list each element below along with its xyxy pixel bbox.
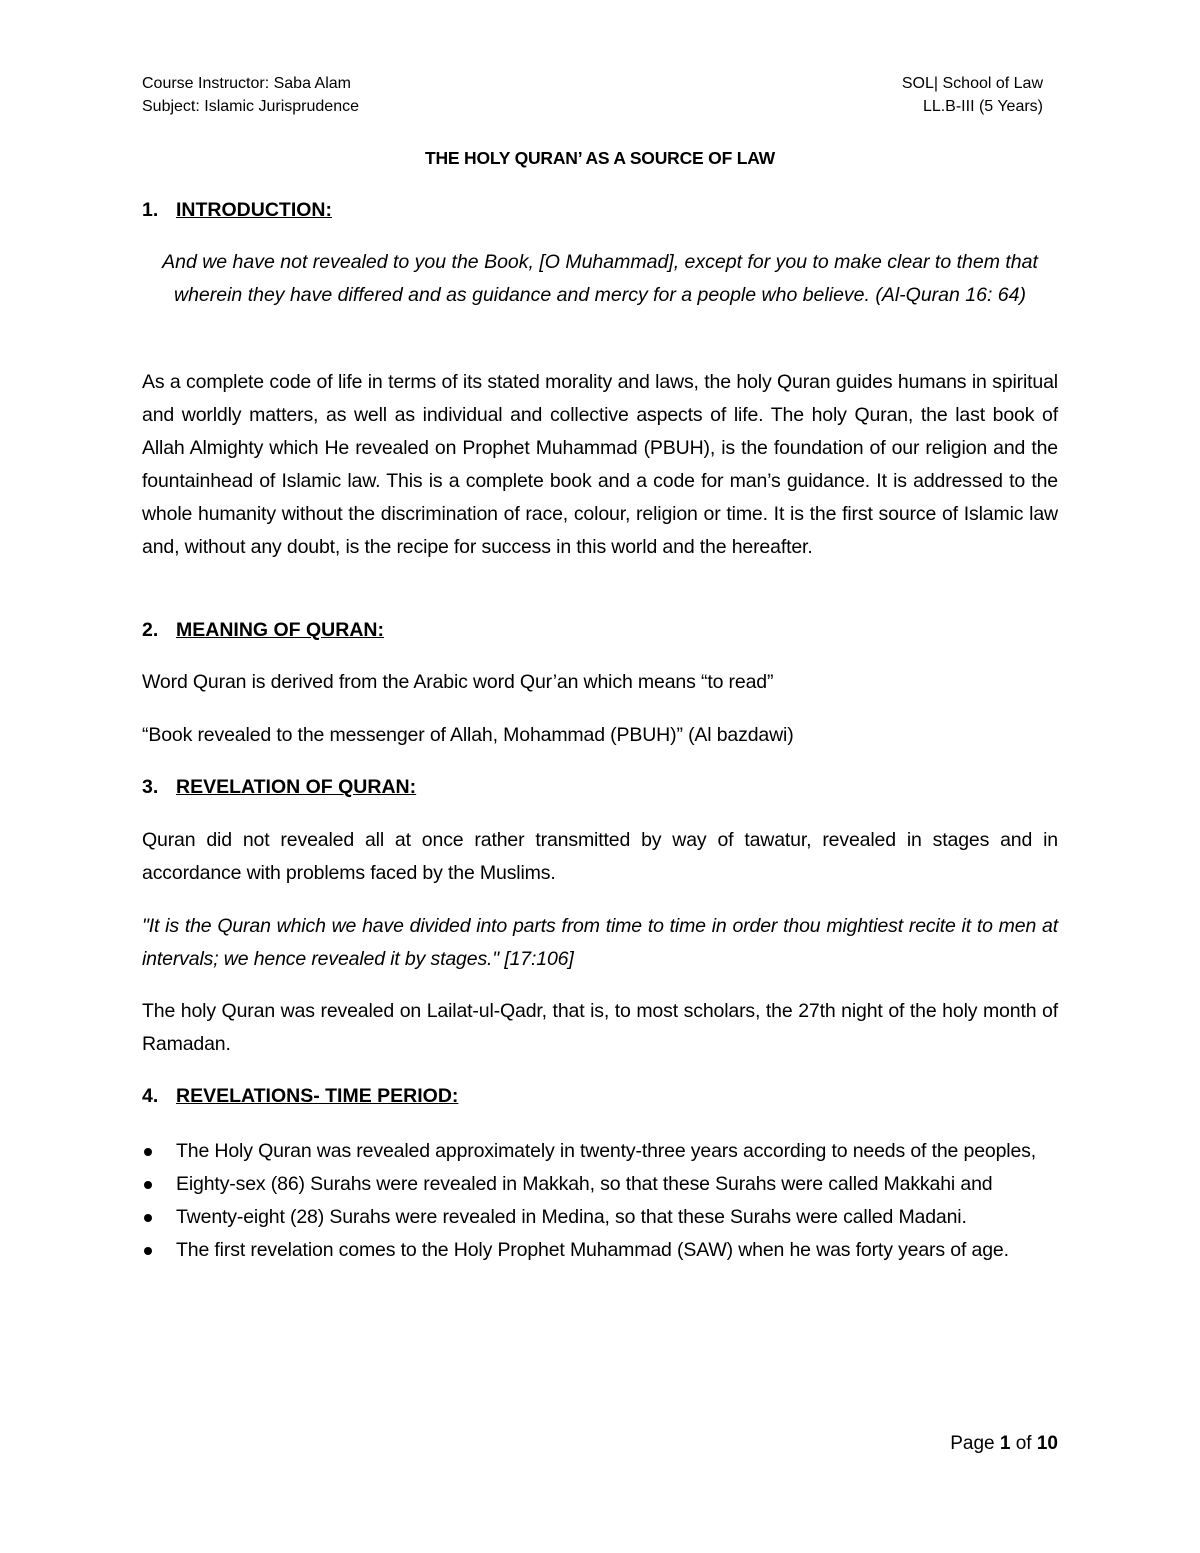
revelation-paragraph-1: Quran did not revealed all at once rather transmitted by way of tawatur, revealed in stages and in accordance with problems faced by the Muslims.	[142, 829, 1058, 884]
meaning-line-2: “Book revealed to the messenger of Allah, Mohammad (PBUH)” (Al bazdawi)	[142, 724, 794, 746]
section-number: 1.	[142, 199, 159, 221]
section-label: REVELATION OF QURAN:	[176, 776, 417, 798]
page-current: 1	[999, 1433, 1011, 1454]
page-label: Page	[950, 1433, 995, 1454]
list-item-text: Eighty-sex (86) Surahs were revealed in Makkah, so that these Surahs were called Makkahi and	[176, 1173, 993, 1195]
section-number: 4.	[142, 1085, 159, 1107]
time-period-list	[142, 1135, 1058, 1267]
section-heading-time-period	[142, 1083, 458, 1109]
bullet-icon	[144, 1214, 152, 1222]
header-instructor: Course Instructor: Saba Alam	[142, 75, 351, 92]
list-item-text: The first revelation comes to the Holy Prophet Muhammad (SAW) when he was forty years of age.	[176, 1239, 1009, 1261]
page-title: THE HOLY QURAN’ AS A SOURCE OF LAW	[424, 148, 776, 168]
header-school: SOL| School of Law	[901, 75, 1043, 92]
bullet-icon	[144, 1247, 152, 1255]
list-item-text: Twenty-eight (28) Surahs were revealed in Medina, so that these Surahs were called Madani.	[176, 1206, 967, 1228]
list-item	[142, 1135, 1058, 1168]
section-label: REVELATIONS- TIME PERIOD:	[176, 1085, 459, 1107]
page-total: 10	[1036, 1433, 1058, 1454]
list-item	[142, 1234, 1058, 1267]
header-program: LL.B-III (5 Years)	[922, 98, 1043, 115]
list-item-text: The Holy Quran was revealed approximately in twenty-three years according to needs of the peoples,	[176, 1140, 1037, 1162]
section-label: INTRODUCTION:	[176, 199, 332, 221]
header-subject: Subject: Islamic Jurisprudence	[142, 98, 359, 115]
section-label: MEANING OF QURAN:	[176, 619, 384, 641]
section-number: 2.	[142, 619, 159, 641]
list-item	[142, 1201, 1058, 1234]
bullet-icon	[144, 1148, 152, 1156]
section-heading-introduction	[142, 197, 332, 223]
of-label: of	[1015, 1433, 1032, 1454]
intro-quote: And we have not revealed to you the Book, [O Muhammad], except for you to make clear to them that wherein they have differed and as guidance and mercy for a people who believe. (Al-Quran 16: 64)	[162, 251, 1038, 306]
section-number: 3.	[142, 776, 159, 798]
page-number-footer	[950, 1432, 1058, 1456]
section-heading-revelation	[142, 774, 416, 800]
revelation-paragraph-2: The holy Quran was revealed on Lailat-ul-Qadr, that is, to most scholars, the 27th night of the holy month of Ramadan.	[142, 1000, 1058, 1055]
revelation-quote: "It is the Quran which we have divided into parts from time to time in order thou mightiest recite it to men at intervals; we hence revealed it by stages." [17:106]	[142, 915, 1058, 970]
list-item	[142, 1168, 1058, 1201]
intro-paragraph: As a complete code of life in terms of its stated morality and laws, the holy Quran guides humans in spiritual and worldly matters, as well as individual and collective aspects of life. The holy Quran, the last book of Allah Almighty which He revealed on Prophet Muhammad (PBUH), is the foundation of our religion and the fountainhead of Islamic law. This is a complete book and a code for man’s guidance. It is addressed to the whole humanity without the discrimination of race, colour, religion or time. It is the first source of Islamic law and, without any doubt, is the recipe for success in this world and the hereafter.	[142, 371, 1058, 558]
bullet-icon	[144, 1181, 152, 1189]
meaning-line-1: Word Quran is derived from the Arabic word Qur’an which means “to read”	[142, 671, 774, 693]
section-heading-meaning	[142, 617, 384, 643]
